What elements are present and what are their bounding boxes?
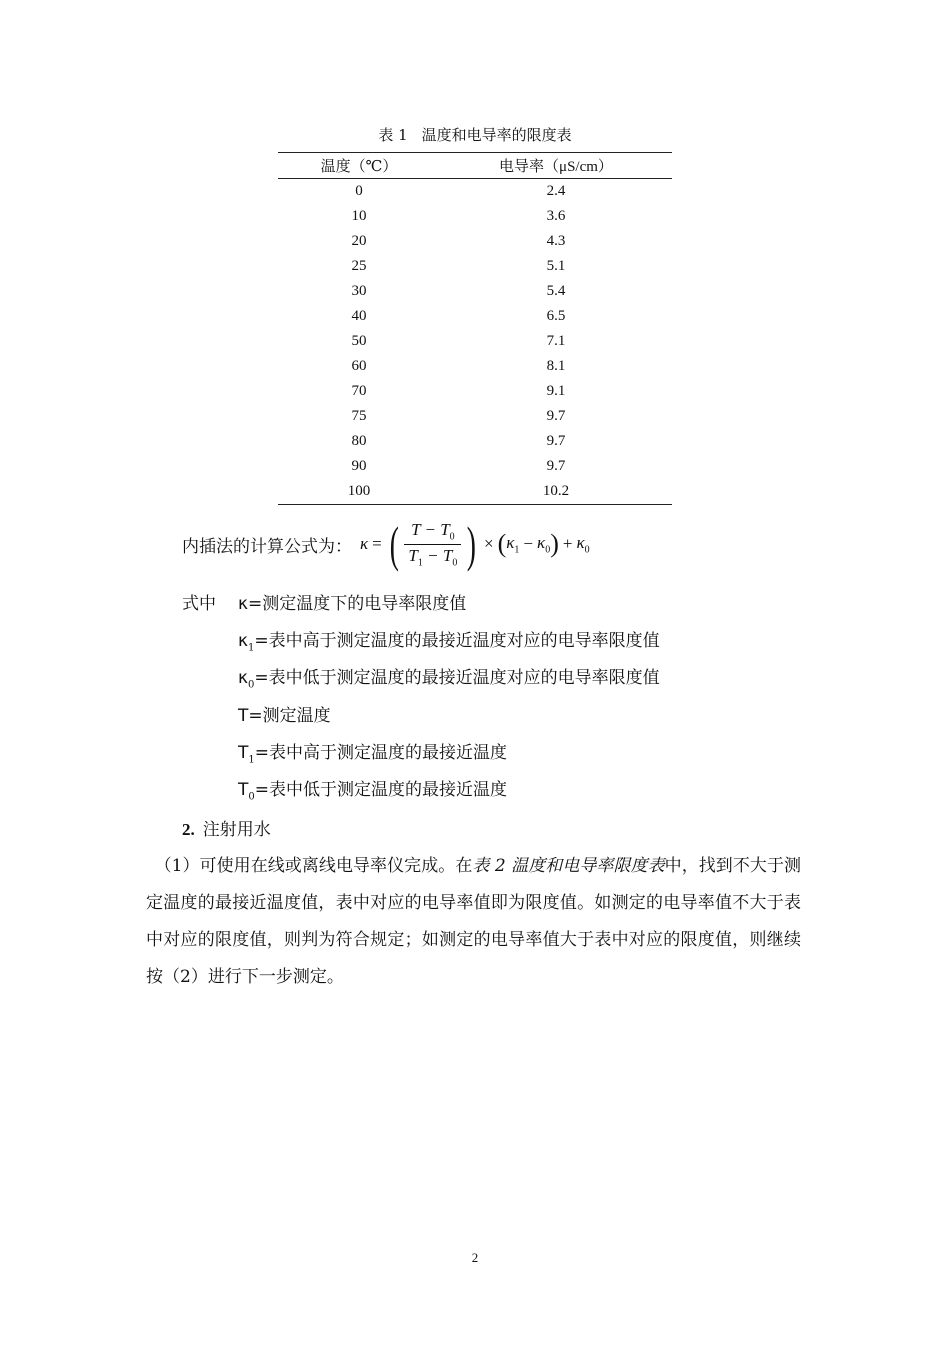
formula-k0: $\kappa_0$ — [537, 532, 551, 556]
definitions-lead-label: 式中 — [182, 594, 216, 614]
table-row — [278, 454, 672, 479]
table-row — [278, 379, 672, 404]
temp-cell: 100 — [278, 479, 440, 505]
table-caption-title: 温度和电导率的限度表 — [421, 126, 572, 144]
definition-item: κ=测定温度下的电导率限度值 — [238, 594, 467, 614]
definitions-lead — [182, 589, 238, 614]
conductivity-cell: 3.6 — [546, 208, 566, 224]
table-row — [278, 254, 672, 279]
definition-item: $\kappa_0=$表中低于测定温度的最接近温度对应的电导率限度值 — [238, 668, 660, 691]
temp-cell: 20 — [351, 233, 367, 249]
header-temperature: 温度（℃） — [278, 153, 440, 179]
temp-cell: 40 — [351, 308, 367, 324]
table-row — [278, 229, 672, 254]
conductivity-cell: 9.7 — [546, 408, 566, 424]
temp-cell: 0 — [355, 183, 363, 199]
section-heading — [182, 815, 271, 840]
body-paragraph: （1）可使用在线或离线电导率仪完成。在表 2 温度和电导率限度表中，找到不大于测定温度的最接近温度值，表中对应的电导率值即为限度值。如测定的电导率值不大于表中对应的限度值，则判为符合规定；如测定的电导率值大于表中对应的限度值，则继续按（2）进行下一步测定。 — [146, 856, 802, 987]
page-number: 2 — [471, 1250, 479, 1265]
conductivity-cell: 9.7 — [546, 458, 566, 474]
table-caption — [0, 124, 950, 145]
conductivity-cell: 2.4 — [546, 183, 566, 199]
conductivity-cell: 9.1 — [546, 383, 566, 399]
conductivity-cell: 10.2 — [440, 479, 672, 505]
table-row — [278, 429, 672, 454]
temp-cell: 25 — [351, 258, 367, 274]
formula-minus: − — [523, 534, 534, 553]
header-conductivity: 电导率（μS/cm） — [440, 153, 672, 179]
formula-equals: = — [372, 534, 382, 553]
conductivity-cell: 5.1 — [546, 258, 566, 274]
table-row — [278, 304, 672, 329]
conductivity-cell: 4.3 — [546, 233, 566, 249]
interpolation-formula-line — [182, 518, 590, 570]
left-paren-2: ( — [497, 529, 507, 558]
table-row — [278, 329, 672, 354]
definition-item: $T_1=$表中高于测定温度的最接近温度 — [238, 743, 508, 766]
fraction-numerator: $T - T_0$ — [411, 520, 455, 543]
right-paren-2: ) — [550, 529, 559, 558]
definition-item: $T_0=$表中低于测定温度的最接近温度 — [238, 780, 508, 803]
definition-item: T=测定温度 — [238, 706, 331, 726]
formula-fraction — [404, 519, 461, 569]
table-row — [278, 279, 672, 304]
conductivity-cell: 7.1 — [546, 333, 566, 349]
temp-cell: 30 — [351, 283, 367, 299]
temp-cell: 75 — [351, 408, 367, 424]
definition-item: $\kappa_1=$表中高于测定温度的最接近温度对应的电导率限度值 — [238, 631, 660, 654]
temp-cell: 80 — [351, 433, 367, 449]
table-caption-number: 表 1 — [378, 126, 408, 144]
conductivity-cell: 5.4 — [546, 283, 566, 299]
conductivity-cell: 9.7 — [546, 433, 566, 449]
formula-times: × — [483, 534, 494, 553]
table-reference: 表 2 温度和电导率限度表 — [472, 856, 665, 876]
formula-k0b: $\kappa_0$ — [576, 532, 590, 556]
right-paren: ) — [467, 516, 477, 572]
left-paren: ( — [389, 516, 399, 572]
formula-lhs: κ — [360, 534, 369, 553]
formula-intro: 内插法的计算公式为： — [182, 536, 352, 557]
temp-cell: 50 — [351, 333, 367, 349]
conductivity-cell: 6.5 — [546, 308, 566, 324]
table-row — [278, 404, 672, 429]
table-row — [278, 179, 672, 205]
temp-cell: 70 — [351, 383, 367, 399]
section-number: 2. — [182, 820, 195, 839]
temp-cell: 10 — [351, 208, 367, 224]
section-title: 注射用水 — [202, 820, 271, 840]
temp-cell: 60 — [351, 358, 367, 374]
table-row — [278, 354, 672, 379]
conductivity-limit-table — [278, 152, 672, 505]
formula-k1: $\kappa_1$ — [506, 532, 520, 556]
formula-plus: + — [562, 534, 573, 553]
conductivity-cell: 8.1 — [546, 358, 566, 374]
interpolation-formula — [360, 516, 590, 572]
table-row — [278, 479, 672, 505]
fraction-denominator: $T_1 - T_0$ — [408, 545, 458, 568]
table-row — [278, 204, 672, 229]
temp-cell: 90 — [351, 458, 367, 474]
